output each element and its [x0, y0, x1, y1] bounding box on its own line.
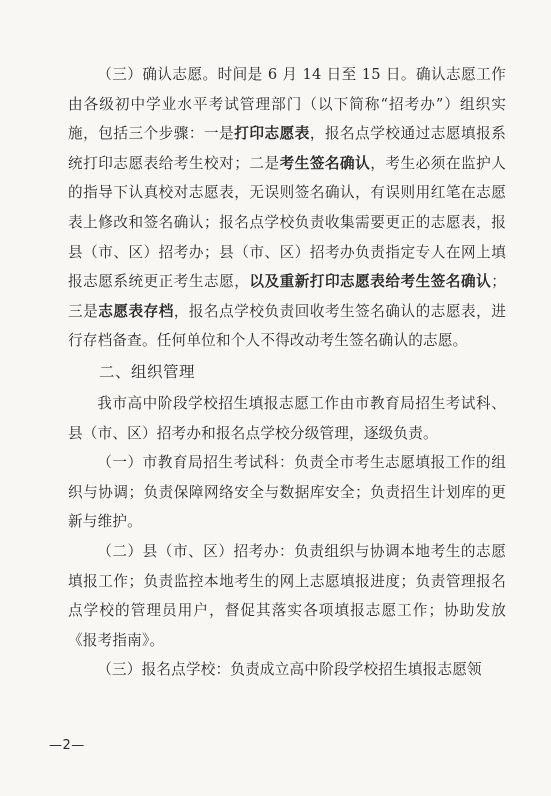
- bold-step-print-form: 打印志愿表: [234, 125, 310, 143]
- paragraph-confirm-choices: [68, 60, 506, 356]
- text-segment: ；三是: [68, 273, 506, 320]
- text-segment: ，报名点学校负责回收考生签名确认的志愿表，进行存档备查。任何单位和个人不得改动考生签名确认的志愿。: [68, 302, 506, 350]
- text-segment: （三）确认志愿。时间是 6 月 14 日至 15 日。确认志愿工作由各级初中学业水平考试管理部门（以下简称“招考办”）组织实施，包括三个步骤：一是: [68, 66, 506, 143]
- page-number: —2—: [49, 738, 85, 753]
- paragraph-county-office: （二）县（市、区）招考办：负责组织与协调本地考生的志愿填报工作；负责监控本地考生的网上志愿填报进度；负责管理报名点学校的管理员用户，督促其落实各项填报志愿工作；协助发放《报考指南》。: [68, 542, 506, 649]
- paragraph-registration-school: （三）报名点学校：负责成立高中阶段学校招生填报志愿领: [97, 661, 482, 679]
- section-heading-organization: 二、组织管理: [99, 362, 196, 381]
- paragraph-city-bureau: （一）市教育局招生考试科：负责全市考生志愿填报工作的组织与协调；负责保障网络安全与数据库安全；负责招生计划库的更新与维护。: [68, 454, 506, 531]
- bold-step-sign-confirm: 考生签名确认: [279, 154, 371, 172]
- document-body: [68, 60, 506, 685]
- paragraph-management-overview: 我市高中阶段学校招生填报志愿工作由市教育局招生考试科、县（市、区）招考办和报名点学校分级管理，逐级负责。: [68, 394, 506, 442]
- text-segment: ，考生必须在监护人的指导下认真校对志愿表，无误则签名确认，有误则用红笔在志愿表上修改和签名确认；报名点学校负责收集需要更正的志愿表，报县（市、区）招考办；县（市、区）招考办负责指定专人在网上填报志愿系统更正考生志愿，: [68, 154, 506, 291]
- bold-reprint-sign: 以及重新打印志愿表给考生签名确认: [249, 273, 492, 291]
- bold-step-archive: 志愿表存档: [98, 302, 174, 320]
- text-segment: ，报名点学校通过志愿填报系统打印志愿表给考生校对；二是: [68, 125, 506, 172]
